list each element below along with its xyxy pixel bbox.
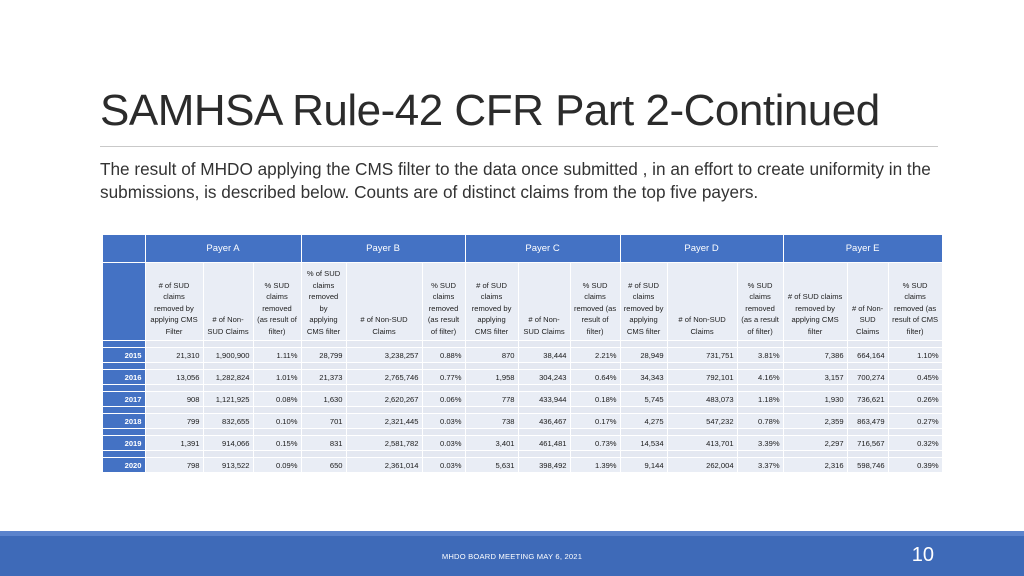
- table-row: [103, 370, 942, 385]
- subheader-row: [103, 263, 942, 341]
- year-cell: 2015: [103, 348, 145, 363]
- year-cell: 2019: [103, 436, 145, 451]
- table-cell: 0.26%: [888, 392, 942, 407]
- table-cell: 913,522: [203, 458, 253, 473]
- table-cell: 5,631: [465, 458, 518, 473]
- table-cell: 870: [465, 348, 518, 363]
- separator-cell: [145, 429, 203, 436]
- table-cell: 0.77%: [422, 370, 465, 385]
- year-cell: 2017: [103, 392, 145, 407]
- row-separator: [103, 385, 942, 392]
- year-cell: 2020: [103, 458, 145, 473]
- separator-cell: [783, 385, 847, 392]
- separator-cell: [203, 341, 253, 348]
- footer-accent-line: [0, 531, 1024, 536]
- separator-cell: [847, 341, 888, 348]
- column-header: # of SUD claims removed by applying CMS Filter: [145, 263, 203, 341]
- separator-cell: [783, 341, 847, 348]
- separator-cell: [570, 451, 620, 458]
- table-cell: 650: [301, 458, 346, 473]
- payer-header-row: [103, 235, 942, 263]
- title-divider: [100, 146, 938, 147]
- separator-cell: [145, 385, 203, 392]
- separator-cell: [737, 451, 783, 458]
- table-cell: 0.03%: [422, 458, 465, 473]
- separator-cell: [570, 363, 620, 370]
- table-cell: 0.73%: [570, 436, 620, 451]
- table-cell: 7,386: [783, 348, 847, 363]
- year-cell: 2018: [103, 414, 145, 429]
- separator-cell: [422, 407, 465, 414]
- separator-cell: [103, 451, 145, 458]
- separator-cell: [346, 451, 422, 458]
- table-cell: 3,157: [783, 370, 847, 385]
- payer-c-header: Payer C: [465, 235, 620, 263]
- table-cell: 664,164: [847, 348, 888, 363]
- corner-cell: [103, 235, 145, 263]
- column-header: % SUD claims removed (as result of CMS filter): [888, 263, 942, 341]
- table-cell: 701: [301, 414, 346, 429]
- table-cell: 1,391: [145, 436, 203, 451]
- table-cell: 831: [301, 436, 346, 451]
- table-cell: 0.10%: [253, 414, 301, 429]
- table-cell: 716,567: [847, 436, 888, 451]
- separator-cell: [737, 341, 783, 348]
- separator-cell: [301, 451, 346, 458]
- separator-cell: [737, 407, 783, 414]
- claims-table: [103, 235, 943, 473]
- column-header: % SUD claims removed (as result of filter): [570, 263, 620, 341]
- separator-cell: [465, 363, 518, 370]
- separator-cell: [103, 385, 145, 392]
- separator-cell: [570, 385, 620, 392]
- table-cell: 1,958: [465, 370, 518, 385]
- separator-cell: [847, 451, 888, 458]
- separator-cell: [422, 429, 465, 436]
- separator-cell: [783, 363, 847, 370]
- separator-cell: [737, 385, 783, 392]
- separator-cell: [620, 407, 667, 414]
- column-header: # of SUD claims removed by applying CMS filter: [783, 263, 847, 341]
- separator-cell: [422, 385, 465, 392]
- table-cell: 908: [145, 392, 203, 407]
- table-cell: 38,444: [518, 348, 570, 363]
- table-cell: 778: [465, 392, 518, 407]
- separator-cell: [301, 429, 346, 436]
- table-cell: 798: [145, 458, 203, 473]
- separator-cell: [253, 363, 301, 370]
- table-cell: 3.39%: [737, 436, 783, 451]
- separator-cell: [465, 341, 518, 348]
- table-cell: 598,746: [847, 458, 888, 473]
- separator-cell: [667, 451, 737, 458]
- separator-cell: [346, 429, 422, 436]
- separator-cell: [203, 363, 253, 370]
- separator-cell: [422, 451, 465, 458]
- separator-cell: [847, 429, 888, 436]
- separator-cell: [103, 407, 145, 414]
- table-cell: 21,310: [145, 348, 203, 363]
- table-cell: 738: [465, 414, 518, 429]
- table-cell: 0.27%: [888, 414, 942, 429]
- table-cell: 1.01%: [253, 370, 301, 385]
- table-cell: 34,343: [620, 370, 667, 385]
- separator-cell: [888, 341, 942, 348]
- table-cell: 4.16%: [737, 370, 783, 385]
- separator-cell: [518, 385, 570, 392]
- separator-cell: [667, 429, 737, 436]
- separator-cell: [570, 407, 620, 414]
- table-cell: 736,621: [847, 392, 888, 407]
- table-cell: 799: [145, 414, 203, 429]
- table-cell: 1,630: [301, 392, 346, 407]
- footer-label: MHDO BOARD MEETING MAY 6, 2021: [441, 552, 583, 561]
- table-cell: 700,274: [847, 370, 888, 385]
- table-cell: 0.17%: [570, 414, 620, 429]
- column-header: # of Non-SUD Claims: [346, 263, 422, 341]
- column-header: # of Non-SUD Claims: [667, 263, 737, 341]
- separator-cell: [620, 451, 667, 458]
- table-cell: 9,144: [620, 458, 667, 473]
- table-cell: 2,581,782: [346, 436, 422, 451]
- column-header: # of SUD claims removed by applying CMS filter: [465, 263, 518, 341]
- year-column-header: [103, 263, 145, 341]
- separator-cell: [145, 363, 203, 370]
- table-cell: 461,481: [518, 436, 570, 451]
- table-cell: 2.21%: [570, 348, 620, 363]
- separator-cell: [346, 407, 422, 414]
- table-cell: 731,751: [667, 348, 737, 363]
- separator-cell: [203, 407, 253, 414]
- separator-cell: [783, 451, 847, 458]
- separator-cell: [783, 429, 847, 436]
- separator-cell: [301, 407, 346, 414]
- table-cell: 1.11%: [253, 348, 301, 363]
- separator-cell: [203, 429, 253, 436]
- separator-cell: [301, 341, 346, 348]
- separator-cell: [847, 407, 888, 414]
- separator-cell: [103, 341, 145, 348]
- separator-cell: [145, 451, 203, 458]
- table-cell: 792,101: [667, 370, 737, 385]
- table-cell: 3,401: [465, 436, 518, 451]
- table-cell: 1.10%: [888, 348, 942, 363]
- table-row: [103, 392, 942, 407]
- table-cell: 2,297: [783, 436, 847, 451]
- column-header: % SUD claims removed (as result of filter): [422, 263, 465, 341]
- separator-cell: [465, 451, 518, 458]
- table-cell: 1.39%: [570, 458, 620, 473]
- separator-cell: [301, 363, 346, 370]
- table-cell: 2,316: [783, 458, 847, 473]
- table-cell: 28,799: [301, 348, 346, 363]
- separator-cell: [465, 385, 518, 392]
- separator-cell: [518, 407, 570, 414]
- table-cell: 1,121,925: [203, 392, 253, 407]
- payer-d-header: Payer D: [620, 235, 783, 263]
- table-cell: 0.64%: [570, 370, 620, 385]
- table-cell: 14,534: [620, 436, 667, 451]
- column-header: # of SUD claims removed by applying CMS filter: [620, 263, 667, 341]
- column-header: % SUD claims removed (as result of filter): [253, 263, 301, 341]
- separator-cell: [253, 341, 301, 348]
- separator-cell: [465, 429, 518, 436]
- separator-cell: [103, 429, 145, 436]
- separator-cell: [737, 363, 783, 370]
- separator-cell: [145, 341, 203, 348]
- separator-cell: [783, 407, 847, 414]
- column-header: % of SUD claims removed by applying CMS filter: [301, 263, 346, 341]
- separator-cell: [203, 451, 253, 458]
- table-cell: 3.81%: [737, 348, 783, 363]
- table-cell: 547,232: [667, 414, 737, 429]
- separator-cell: [847, 385, 888, 392]
- separator-cell: [888, 451, 942, 458]
- table-cell: 262,004: [667, 458, 737, 473]
- separator-cell: [888, 363, 942, 370]
- slide-title: SAMHSA Rule-42 CFR Part 2-Continued: [100, 86, 880, 135]
- intro-paragraph: The result of MHDO applying the CMS filter to the data once submitted , in an effort to create uniformity in the submissions, is described below. Counts are of distinct claims from the top five payers.: [100, 159, 931, 202]
- table-cell: 914,066: [203, 436, 253, 451]
- row-separator: [103, 341, 942, 348]
- column-header: # of Non-SUD Claims: [203, 263, 253, 341]
- separator-cell: [667, 363, 737, 370]
- payer-e-header: Payer E: [783, 235, 942, 263]
- table-cell: 863,479: [847, 414, 888, 429]
- separator-cell: [346, 341, 422, 348]
- separator-cell: [667, 407, 737, 414]
- separator-cell: [667, 341, 737, 348]
- separator-cell: [346, 385, 422, 392]
- payer-b-header: Payer B: [301, 235, 465, 263]
- separator-cell: [620, 429, 667, 436]
- row-separator: [103, 429, 942, 436]
- separator-cell: [667, 385, 737, 392]
- table-cell: 0.03%: [422, 414, 465, 429]
- table-cell: 13,056: [145, 370, 203, 385]
- table-cell: 0.32%: [888, 436, 942, 451]
- table-cell: 3.37%: [737, 458, 783, 473]
- table-cell: 2,321,445: [346, 414, 422, 429]
- table-row: [103, 348, 942, 363]
- separator-cell: [570, 429, 620, 436]
- table-cell: 0.78%: [737, 414, 783, 429]
- separator-cell: [301, 385, 346, 392]
- separator-cell: [518, 451, 570, 458]
- row-separator: [103, 363, 942, 370]
- separator-cell: [570, 341, 620, 348]
- row-separator: [103, 451, 942, 458]
- table-cell: 4,275: [620, 414, 667, 429]
- column-header: % SUD claims removed (as a result of filter): [737, 263, 783, 341]
- table-row: [103, 414, 942, 429]
- column-header: # of Non-SUD Claims: [847, 263, 888, 341]
- table-cell: 436,467: [518, 414, 570, 429]
- table-cell: 0.03%: [422, 436, 465, 451]
- payer-a-header: Payer A: [145, 235, 301, 263]
- table-cell: 5,745: [620, 392, 667, 407]
- table-cell: 2,361,014: [346, 458, 422, 473]
- separator-cell: [253, 385, 301, 392]
- table-cell: 21,373: [301, 370, 346, 385]
- table-cell: 0.18%: [570, 392, 620, 407]
- separator-cell: [253, 451, 301, 458]
- table-body: [103, 341, 942, 473]
- separator-cell: [422, 363, 465, 370]
- table-cell: 0.45%: [888, 370, 942, 385]
- table-cell: 0.08%: [253, 392, 301, 407]
- separator-cell: [253, 429, 301, 436]
- table-cell: 2,359: [783, 414, 847, 429]
- separator-cell: [888, 385, 942, 392]
- year-cell: 2016: [103, 370, 145, 385]
- table-row: [103, 458, 942, 473]
- table-cell: 28,949: [620, 348, 667, 363]
- table-cell: 483,073: [667, 392, 737, 407]
- table-row: [103, 436, 942, 451]
- table-cell: 832,655: [203, 414, 253, 429]
- separator-cell: [518, 429, 570, 436]
- table-cell: 0.39%: [888, 458, 942, 473]
- separator-cell: [518, 341, 570, 348]
- row-separator: [103, 407, 942, 414]
- column-header: # of Non-SUD Claims: [518, 263, 570, 341]
- separator-cell: [253, 407, 301, 414]
- separator-cell: [737, 429, 783, 436]
- separator-cell: [888, 407, 942, 414]
- table-cell: 0.88%: [422, 348, 465, 363]
- separator-cell: [847, 363, 888, 370]
- table-cell: 413,701: [667, 436, 737, 451]
- table-cell: 0.06%: [422, 392, 465, 407]
- table-cell: 1,930: [783, 392, 847, 407]
- separator-cell: [145, 407, 203, 414]
- table-cell: 398,492: [518, 458, 570, 473]
- table-cell: 304,243: [518, 370, 570, 385]
- separator-cell: [103, 363, 145, 370]
- table-cell: 1,282,824: [203, 370, 253, 385]
- separator-cell: [346, 363, 422, 370]
- table-cell: 2,765,746: [346, 370, 422, 385]
- separator-cell: [518, 363, 570, 370]
- separator-cell: [620, 363, 667, 370]
- separator-cell: [422, 341, 465, 348]
- table-cell: 3,238,257: [346, 348, 422, 363]
- separator-cell: [620, 341, 667, 348]
- separator-cell: [465, 407, 518, 414]
- page-number: 10: [911, 544, 934, 566]
- table-cell: 2,620,267: [346, 392, 422, 407]
- table-cell: 1.18%: [737, 392, 783, 407]
- separator-cell: [888, 429, 942, 436]
- separator-cell: [620, 385, 667, 392]
- table-cell: 433,944: [518, 392, 570, 407]
- table-cell: 0.15%: [253, 436, 301, 451]
- table-cell: 0.09%: [253, 458, 301, 473]
- table-cell: 1,900,900: [203, 348, 253, 363]
- separator-cell: [203, 385, 253, 392]
